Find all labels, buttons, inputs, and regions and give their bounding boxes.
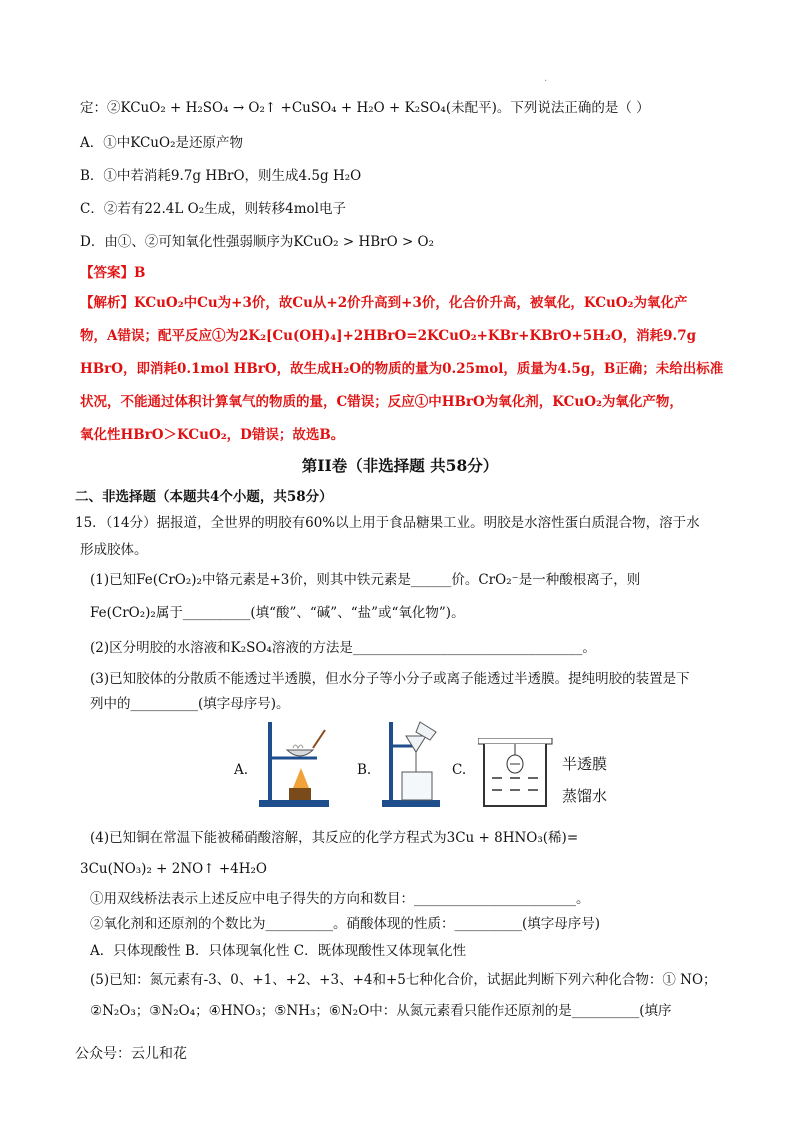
q14-analysis-line: 【解析】KCuO₂中Cu为+3价，故Cu从+2价升高到+3价，化合价升高，被氧化，KCuO₂为氧化产 [80,295,688,311]
fig-label-membrane: 半透膜 [562,755,608,773]
q15-part4-b: 3Cu(NO₃)₂ + 2NO↑ +4H₂O [80,861,267,877]
q15-part4-options: A．只体现酸性 B．只体现氧化性 C．既体现酸性又体现氧化性 [90,943,467,959]
q15-part3-a: (3)已知胶体的分散质不能透过半透膜，但水分子等小分子或离子能透过半透膜。提纯明胶的装置是下 [90,671,690,687]
q15-part3-b: 列中的__________(填字母序号)。 [90,696,290,712]
q14-option-a: A．①中KCuO₂是还原产物 [80,135,243,151]
apparatus-a-evaporation [255,718,335,810]
q15-intro: 15．（14分）据报道，全世界的明胶有60%以上用于食品糖果工业。明胶是水溶性蛋白质混合物，溶于水 [75,515,700,531]
fig-label-c: C. [452,762,467,778]
footer-account: 公众号：云儿和花 [75,1046,187,1062]
q14-answer: 【答案】B [80,265,146,281]
q15-part2: (2)区分明胶的水溶液和K₂SO₄溶液的方法是__________________________________。 [90,640,596,656]
q15-part4-c: ①用双线桥法表示上述反应中电子得失的方向和数目：________________________。 [90,891,590,907]
q15-part1-b: Fe(CrO₂)₂属于__________(填“酸”、“碱”、“盐”或“氧化物”)。 [90,605,465,621]
part2-heading: 二、非选择题（本题共4个小题，共58分） [75,489,333,505]
q14-option-d: D．由①、②可知氧化性强弱顺序为KCuO₂ > HBrO > O₂ [80,234,435,250]
q14-analysis-line: 状况，不能通过体积计算氧气的物质的量，C错误；反应①中HBrO为氧化剂，KCuO₂为氧化产物， [80,394,683,410]
fig-label-b: B. [357,762,372,778]
q14-analysis-line: HBrO，即消耗0.1mol HBrO，故生成H₂O的物质的量为0.25mol，质量为4.5g，B正确；未给出标准 [80,361,724,377]
section-title: 第II卷（非选择题 共58分） [301,456,499,475]
q15-part5-a: (5)已知：氮元素有-3、0、+1、+2、+3、+4和+5七种化合价，试据此判断下列六种化合物：① NO； [90,972,717,988]
q15-part4-a: (4)已知铜在常温下能被稀硝酸溶解，其反应的化学方程式为3Cu + 8HNO₃(稀)= [90,830,579,846]
q15-intro-cont: 形成胶体。 [80,542,148,558]
q14-option-c: C．②若有22.4L O₂生成，则转移4mol电子 [80,201,346,217]
fig-label-water: 蒸馏水 [562,787,608,805]
apparatus-c-dialysis [478,738,558,810]
q15-part1-a: (1)已知Fe(CrO₂)₂中铬元素是+3价，则其中铁元素是______价。CrO₂⁻是一种酸根离子，则 [90,572,641,588]
q15-part4-d: ②氧化剂和还原剂的个数比为__________。硝酸体现的性质：__________(填字母序号) [90,916,601,932]
q14-analysis-line: 物，A错误；配平反应①为2K₂[Cu(OH)₄]+2HBrO=2KCuO₂+KBr+KBrO+5H₂O，消耗9.7g [80,328,697,344]
q14-stem: 定：②KCuO₂ + H₂SO₄ → O₂↑ +CuSO₄ + H₂O + K₂SO₄(未配平)。下列说法正确的是（ ） [80,100,650,116]
q14-analysis-line: 氧化性HBrO＞KCuO₂，D错误；故选B。 [80,427,345,443]
q15-part5-b: ②N₂O₃；③N₂O₄；④HNO₃；⑤NH₃；⑥N₂O中：从氮元素看只能作还原剂的是__________(填序 [90,1003,672,1019]
apparatus-b-filtration [380,718,450,810]
fig-label-a: A. [234,762,249,778]
stray-dot: . [544,73,548,84]
q14-option-b: B．①中若消耗9.7g HBrO，则生成4.5g H₂O [80,168,362,184]
